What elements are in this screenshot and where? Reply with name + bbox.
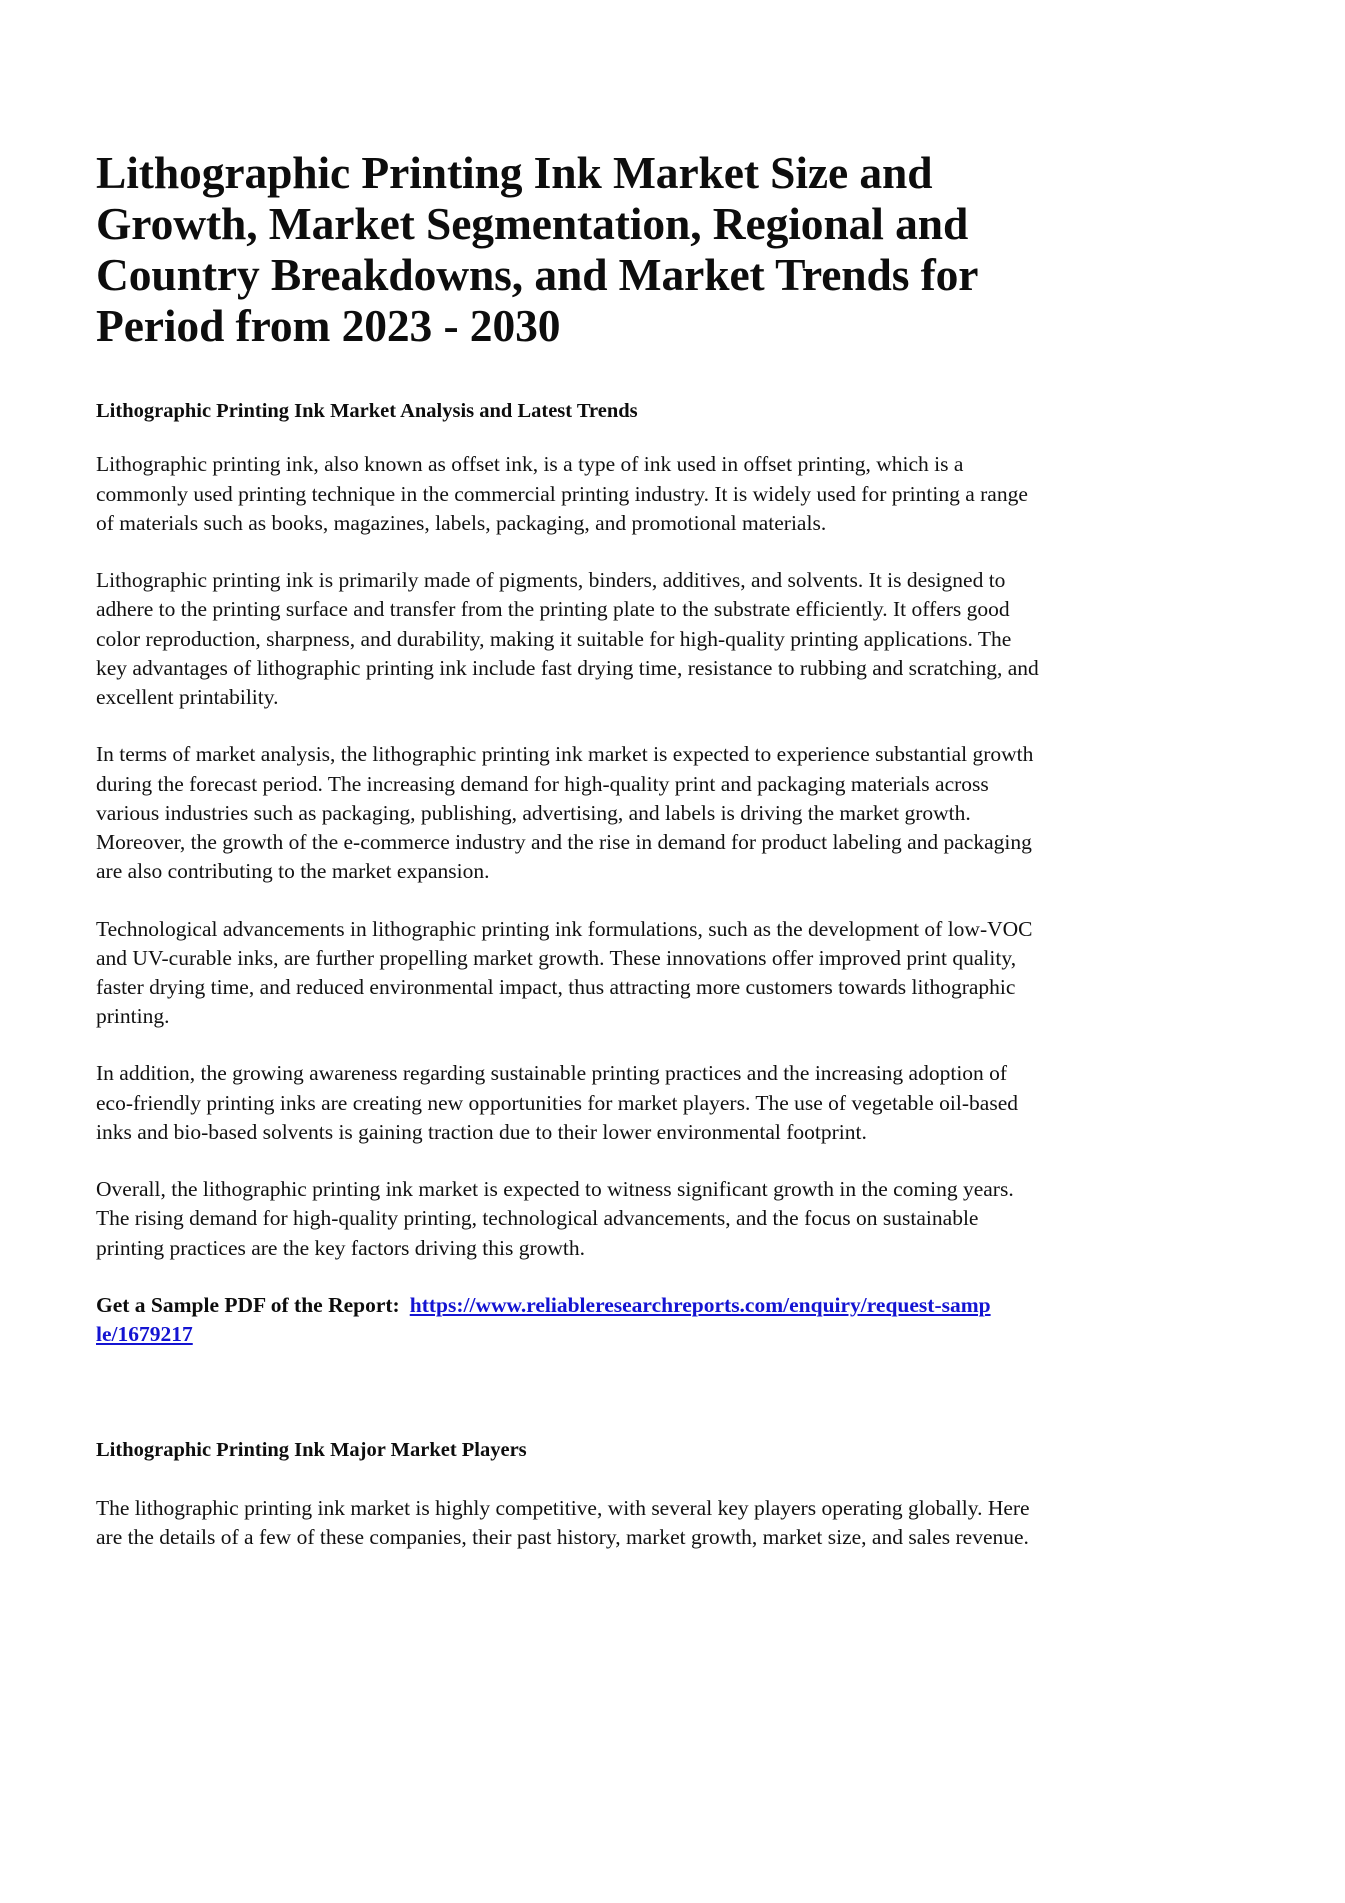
section-heading-analysis: Lithographic Printing Ink Market Analysis and Latest Trends [96, 399, 638, 422]
paragraph-major-players: The lithographic printing ink market is highly competitive, with several key players operating globally. Here are the details of a few of these companies, their past history, market growth, market size, and sales revenue. [96, 1495, 1030, 1550]
paragraph-composition: Lithographic printing ink is primarily made of pigments, binders, additives, and solvents. It is designed to adhere to the printing surface and transfer from the printing plate to the substrate efficiently. It offers good color reproduction, sharpness, and durability, making it suitable for high-quality printing applications. The key advantages of lithographic printing ink include fast drying time, resistance to rubbing and scratching, and excellent printability. [96, 568, 1039, 710]
paragraph-market-analysis: In terms of market analysis, the lithographic printing ink market is expected to experience substantial growth during the forecast period. The increasing demand for high-quality print and packaging materials across various industries such as packaging, publishing, advertising, and labels is driving the market growth. Moreover, the growth of the e-commerce industry and the rise in demand for product labeling and packaging are also contributing to the market expansion. [96, 742, 1034, 884]
sample-pdf-block [96, 1291, 996, 1349]
sample-pdf-label: Get a Sample PDF of the Report: [96, 1292, 400, 1317]
section-spacer [96, 1377, 1047, 1437]
paragraph-intro: Lithographic printing ink, also known as offset ink, is a type of ink used in offset printing, which is a commonly used printing technique in the commercial printing industry. It is widely used for printing a range of materials such as books, magazines, labels, packaging, and promotional materials. [96, 452, 1028, 535]
paragraph-technology: Technological advancements in lithographic printing ink formulations, such as the development of low-VOC and UV-curable inks, are further propelling market growth. These innovations offer improved print quality, faster drying time, and reduced environmental impact, thus attracting more customers towards lithographic printing. [96, 916, 1033, 1029]
sample-pdf-link[interactable]: https://www.reliableresearchreports.com/enquiry/request-sample/1679217 [96, 1292, 991, 1347]
paragraph-sustainability: In addition, the growing awareness regarding sustainable printing practices and the increasing adoption of eco-friendly printing inks are creating new opportunities for market players. The use of vegetable oil-based inks and bio-based solvents is gaining traction due to their lower environmental footprint. [96, 1061, 1018, 1144]
paragraph-overall: Overall, the lithographic printing ink market is expected to witness significant growth in the coming years. The rising demand for high-quality printing, technological advancements, and the focus on sustainable printing practices are the key factors driving this growth. [96, 1177, 1014, 1260]
section-heading-major-players: Lithographic Printing Ink Major Market Players [96, 1439, 527, 1462]
page-title: Lithographic Printing Ink Market Size and Growth, Market Segmentation, Regional and Country Breakdowns, and Market Trends for Period from 2023 - 2030 [96, 147, 978, 351]
